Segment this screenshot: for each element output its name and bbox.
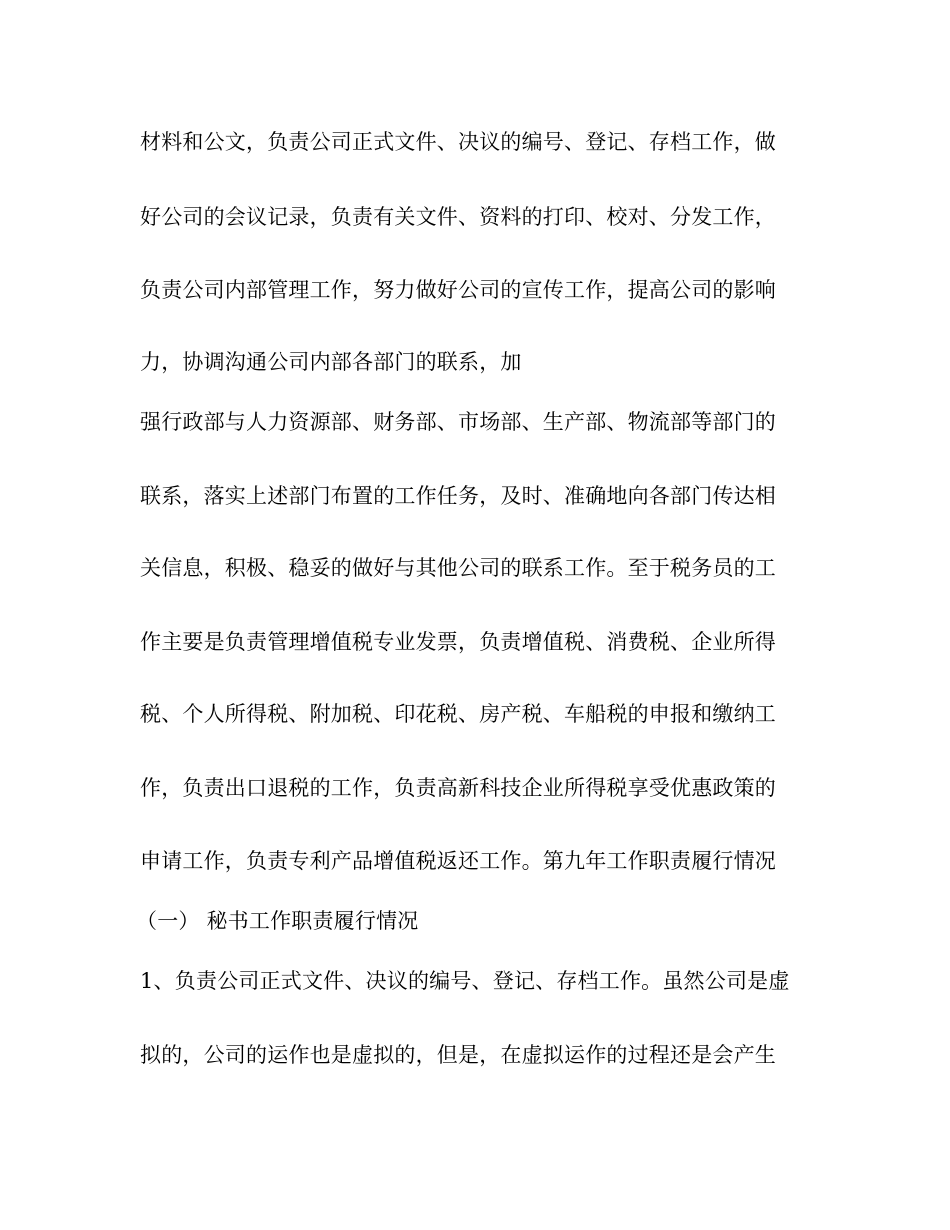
body-text-line: 关信息，积极、稳妥的做好与其他公司的联系工作。至于税务员的工 bbox=[140, 556, 776, 580]
paragraph-line: 拟的，公司的运作也是虚拟的，但是，在虚拟运作的过程还是会产生 bbox=[140, 1043, 776, 1067]
section-heading: （一） 秘书工作职责履行情况 bbox=[136, 909, 419, 933]
body-text-line: 申请工作，负责专利产品增值税返还工作。第九年工作职责履行情况 bbox=[140, 849, 776, 873]
body-text-line: 好公司的会议记录，负责有关文件、资料的打印、校对、分发工作， bbox=[140, 205, 776, 229]
body-text-line: 强行政部与人力资源部、财务部、市场部、生产部、物流部等部门的 bbox=[140, 410, 776, 434]
body-text-line: 力，协调沟通公司内部各部门的联系，加 bbox=[140, 350, 522, 374]
body-text-line: 作，负责出口退税的工作，负责高新科技企业所得税享受优惠政策的 bbox=[140, 776, 776, 800]
body-text-line: 材料和公文，负责公司正式文件、决议的编号、登记、存档工作，做 bbox=[140, 130, 776, 154]
body-text-line: 作主要是负责管理增值税专业发票，负责增值税、消费税、企业所得 bbox=[140, 630, 776, 654]
body-text-line: 负责公司内部管理工作，努力做好公司的宣传工作，提高公司的影响 bbox=[140, 278, 776, 302]
paragraph-line: 1、负责公司正式文件、决议的编号、登记、存档工作。虽然公司是虚 bbox=[140, 969, 790, 993]
body-text-line: 联系，落实上述部门布置的工作任务，及时、准确地向各部门传达相 bbox=[140, 484, 776, 508]
body-text-line: 税、个人所得税、附加税、印花税、房产税、车船税的申报和缴纳工 bbox=[140, 702, 776, 726]
